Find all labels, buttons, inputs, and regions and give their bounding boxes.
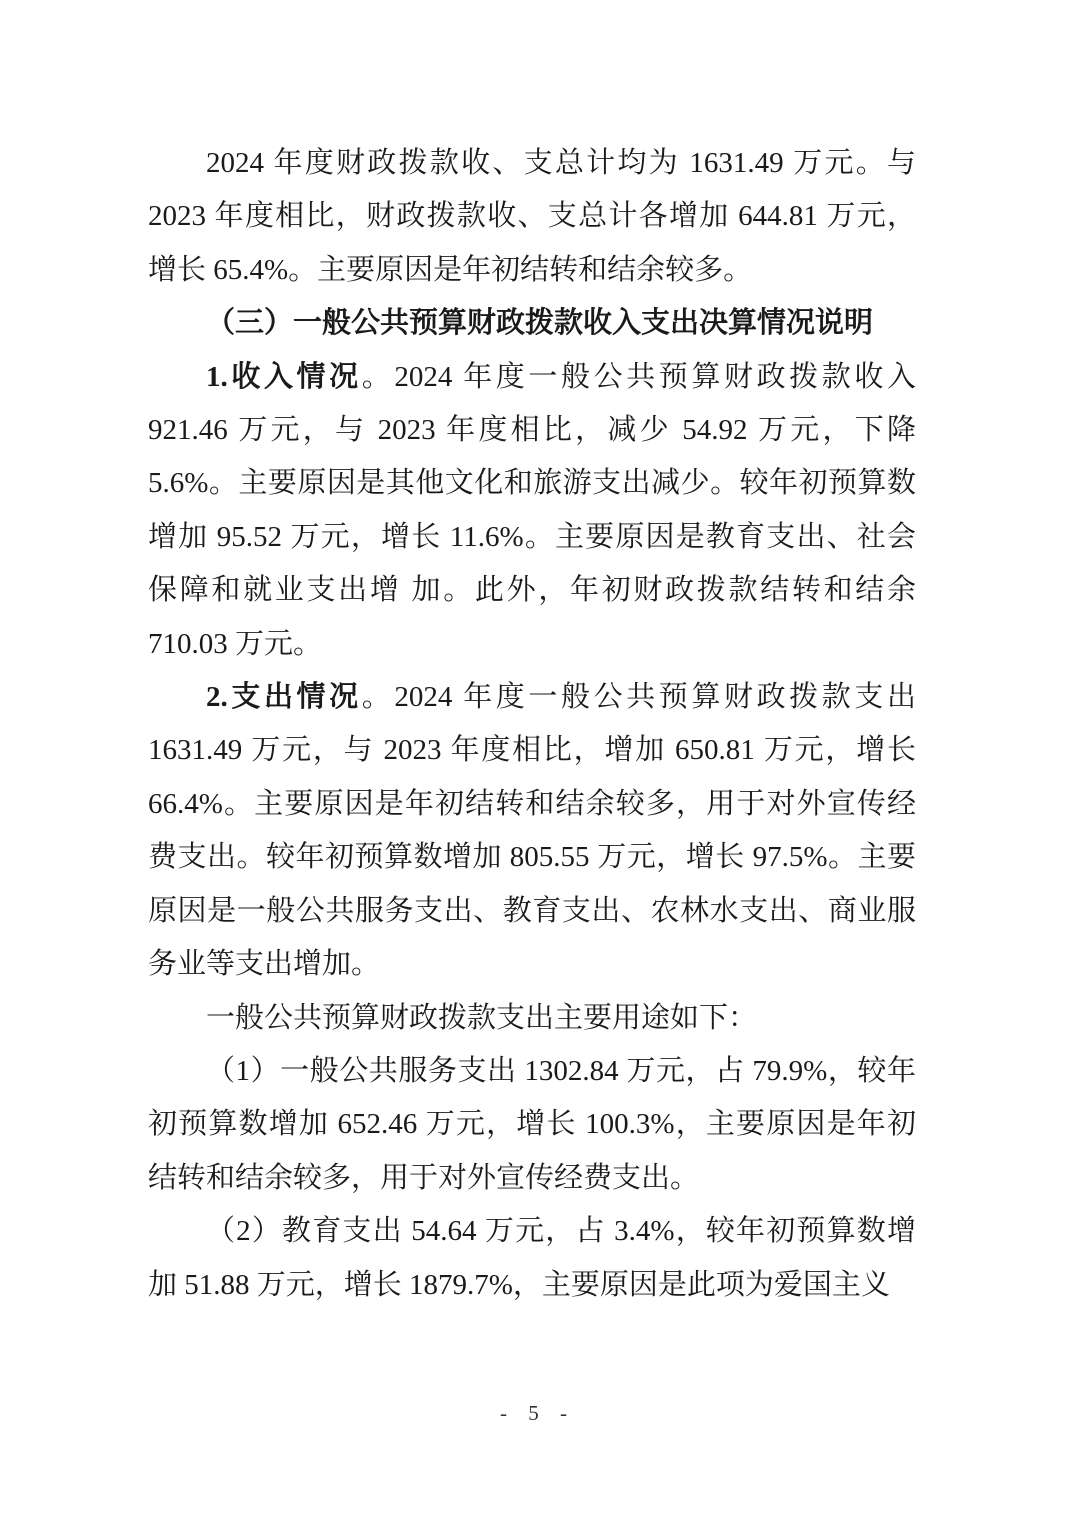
income-lead: 1.收入情况 [206, 360, 362, 393]
page-number: - 5 - [500, 1401, 575, 1425]
section-heading: （三）一般公共预算财政拨款收入支出决算情况说明 [206, 307, 874, 340]
document-body [148, 137, 916, 1312]
usage-item-2-paragraph: （2）教育支出 54.64 万元，占 3.4%，较年初预算数增加 51.88 万元，增长 1879.7%，主要原因是此项为爱国主义 [148, 1215, 916, 1301]
income-body: 。2024 年度一般公共预算财政拨款收入 921.46 万元，与 2023 年度相比，减少 54.92 万元，下降 5.6%。主要原因是其他文化和旅游支出减少。较年初预算数增加 95.52 万元，增长 11.6%。主要原因是教育支出、社会保障和就业支出增 加。此外，年初财政拨款结转和结余 710.03 万元。 [148, 360, 916, 660]
income-paragraph [148, 351, 916, 671]
intro-paragraph: 2024 年度财政拨款收、支总计均为 1631.49 万元。与 2023 年度相比，财政拨款收、支总计各增加 644.81 万元，增长 65.4%。主要原因是年初结转和结余较多。 [148, 147, 916, 286]
usage-intro-paragraph: 一般公共预算财政拨款支出主要用途如下： [206, 1001, 758, 1034]
expense-lead: 2.支出情况 [206, 681, 362, 714]
expense-body: 。2024 年度一般公共预算财政拨款支出 1631.49 万元，与 2023 年度相比，增加 650.81 万元，增长 66.4%。主要原因是年初结转和结余较多，用于对外宣传经费支出。较年初预算数增加 805.55 万元，增长 97.5%。主要原因是一般公共服务支出、教育支出、农林水支出、商业服务业等支出增加。 [148, 681, 916, 981]
expense-paragraph [148, 671, 916, 991]
usage-item-1-paragraph: （1）一般公共服务支出 1302.84 万元，占 79.9%，较年初预算数增加 652.46 万元，增长 100.3%，主要原因是年初结转和结余较多，用于对外宣传经费支出。 [148, 1054, 916, 1194]
